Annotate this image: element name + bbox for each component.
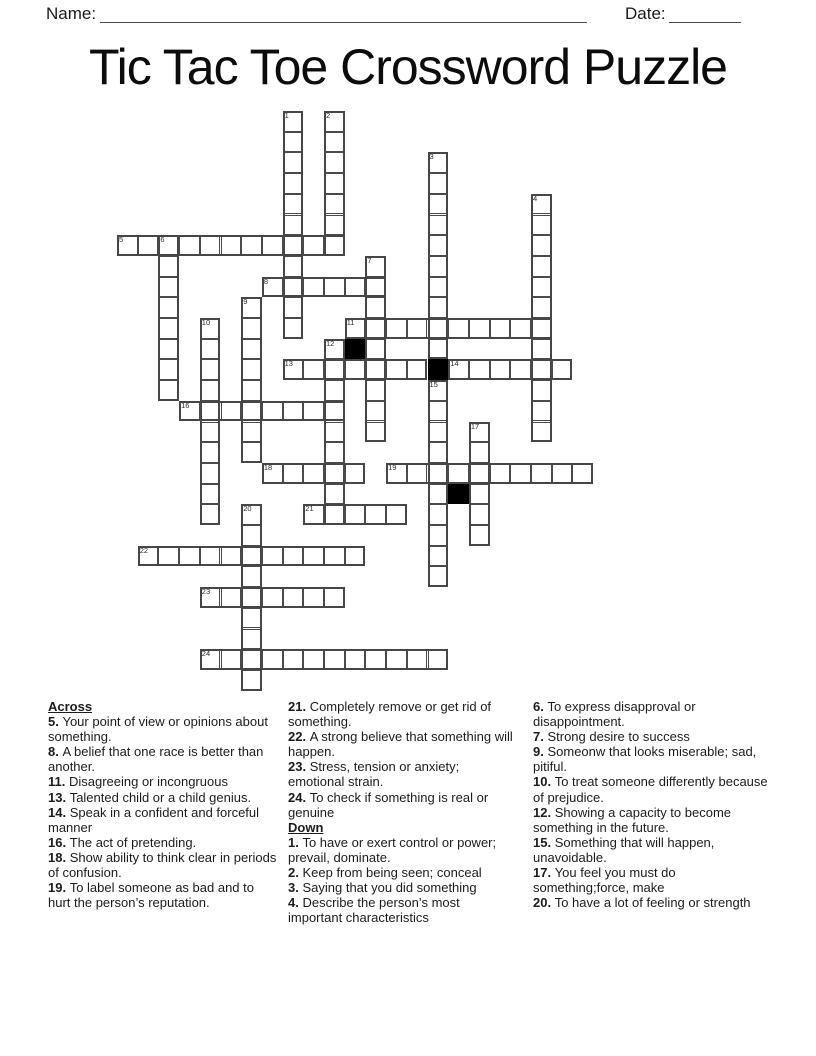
grid-cell[interactable]: [200, 318, 221, 339]
grid-cell[interactable]: [531, 339, 552, 360]
grid-cell[interactable]: [428, 422, 449, 443]
grid-cell[interactable]: [324, 442, 345, 463]
grid-cell[interactable]: [241, 380, 262, 401]
grid-cell[interactable]: [158, 546, 179, 567]
clue-number-label: 4: [533, 193, 538, 203]
clue-across-23: 23. Stress, tension or anxiety; emotional strain.: [288, 759, 460, 790]
grid-cell[interactable]: [428, 339, 449, 360]
grid-cell[interactable]: [241, 359, 262, 380]
clue-across-11: 11. Disagreeing or incongruous: [48, 774, 228, 790]
grid-cell[interactable]: [241, 401, 262, 422]
grid-cell[interactable]: [531, 463, 552, 484]
clue-column-left: [48, 699, 278, 910]
grid-cell[interactable]: [303, 649, 324, 670]
grid-cell[interactable]: [283, 111, 304, 132]
grid-cell[interactable]: [531, 318, 552, 339]
grid-cell[interactable]: [324, 484, 345, 505]
clue-number-label: 5: [119, 235, 124, 245]
clue-number-label: 16: [181, 400, 190, 410]
grid-cell[interactable]: [324, 546, 345, 567]
grid-cell[interactable]: [200, 422, 221, 443]
clue-number-label: 3: [429, 152, 434, 162]
grid-cell[interactable]: [283, 277, 304, 298]
black-cell: [428, 359, 449, 380]
grid-cell[interactable]: [345, 463, 366, 484]
grid-cell[interactable]: [531, 215, 552, 236]
grid-cell[interactable]: [324, 194, 345, 215]
clue-across-8: 8. A belief that one race is better than another.: [48, 744, 264, 775]
grid-cell[interactable]: [365, 339, 386, 360]
grid-cell[interactable]: [345, 359, 366, 380]
grid-cell[interactable]: [345, 318, 366, 339]
grid-cell[interactable]: [469, 504, 490, 525]
grid-cell[interactable]: [407, 359, 428, 380]
grid-cell[interactable]: [200, 546, 221, 567]
grid-cell[interactable]: [241, 649, 262, 670]
grid-cell[interactable]: [241, 504, 262, 525]
grid-cell[interactable]: [303, 235, 324, 256]
grid-cell[interactable]: [345, 277, 366, 298]
black-cell: [448, 484, 469, 505]
page-title: Tic Tac Toe Crossword Puzzle: [89, 39, 727, 95]
grid-cell[interactable]: [324, 111, 345, 132]
grid-cell[interactable]: [262, 649, 283, 670]
grid-cell[interactable]: [428, 546, 449, 567]
grid-cell[interactable]: [531, 359, 552, 380]
grid-cell[interactable]: [283, 587, 304, 608]
grid-cell[interactable]: [324, 422, 345, 443]
clue-down-4: 4. Describe the person’s most important characteristics: [288, 895, 460, 926]
down-header: Down: [288, 819, 324, 835]
grid-cell[interactable]: [490, 463, 511, 484]
grid-cell[interactable]: [303, 587, 324, 608]
grid-cell[interactable]: [428, 318, 449, 339]
grid-cell[interactable]: [365, 401, 386, 422]
grid-cell[interactable]: [221, 235, 242, 256]
clue-number-label: 12: [326, 338, 335, 348]
grid-cell[interactable]: [531, 380, 552, 401]
grid-cell[interactable]: [303, 463, 324, 484]
clue-across-21: 21. Completely remove or get rid of something.: [288, 699, 492, 730]
grid-cell[interactable]: [365, 422, 386, 443]
grid-cell[interactable]: [200, 235, 221, 256]
grid-cell[interactable]: [200, 401, 221, 422]
grid-cell[interactable]: [428, 566, 449, 587]
clue-down-3: 3. Saying that you did something: [288, 880, 477, 896]
grid-cell[interactable]: [428, 194, 449, 215]
grid-cell[interactable]: [283, 546, 304, 567]
grid-cell[interactable]: [531, 256, 552, 277]
grid-cell[interactable]: [241, 629, 262, 650]
grid-cell[interactable]: [303, 359, 324, 380]
clue-number-label: 24: [201, 649, 211, 659]
grid-cell[interactable]: [324, 235, 345, 256]
grid-cell[interactable]: [241, 318, 262, 339]
grid-cell[interactable]: [158, 235, 179, 256]
grid-cell[interactable]: [407, 463, 428, 484]
grid-cell[interactable]: [241, 546, 262, 567]
grid-cell[interactable]: [428, 256, 449, 277]
grid-cell[interactable]: [428, 649, 449, 670]
grid-cell[interactable]: [324, 152, 345, 173]
grid-cell[interactable]: [241, 608, 262, 629]
grid-cell[interactable]: [283, 194, 304, 215]
grid-cell[interactable]: [428, 442, 449, 463]
clue-column-right: [533, 699, 770, 910]
grid-cell[interactable]: [324, 587, 345, 608]
grid-cell[interactable]: [345, 504, 366, 525]
across-header: Across: [48, 699, 93, 714]
grid-cell[interactable]: [428, 215, 449, 236]
grid-cell[interactable]: [158, 380, 179, 401]
clue-number-label: 20: [243, 504, 252, 514]
grid-cell[interactable]: [324, 380, 345, 401]
grid-cell[interactable]: [283, 132, 304, 153]
clue-across-13: 13. Talented child or a child genius.: [48, 789, 252, 805]
grid-cell[interactable]: [428, 277, 449, 298]
grid-cell[interactable]: [221, 401, 242, 422]
grid-cell[interactable]: [324, 649, 345, 670]
grid-cell[interactable]: [386, 463, 407, 484]
grid-cell[interactable]: [283, 318, 304, 339]
grid-cell[interactable]: [283, 235, 304, 256]
grid-cell[interactable]: [428, 380, 449, 401]
grid-cell[interactable]: [469, 525, 490, 546]
grid-cell[interactable]: [324, 463, 345, 484]
grid-cell[interactable]: [428, 401, 449, 422]
clue-down-17: 17. You feel you must do something;force, make: [533, 865, 676, 896]
grid-cell[interactable]: [158, 297, 179, 318]
grid-cell[interactable]: [283, 649, 304, 670]
grid-cell[interactable]: [345, 649, 366, 670]
clue-down-1: 1. To have or exert control or power; prevail, dominate.: [288, 834, 497, 865]
grid-cell[interactable]: [531, 422, 552, 443]
clue-number-label: 10: [201, 318, 211, 327]
grid-cell[interactable]: [365, 649, 386, 670]
grid-cell[interactable]: [324, 504, 345, 525]
grid-cell[interactable]: [531, 297, 552, 318]
grid-cell[interactable]: [303, 401, 324, 422]
clue-down-12: 12. Showing a capacity to become something in the future.: [533, 804, 732, 835]
clue-down-15: 15. Something that will happen, unavoidable.: [533, 834, 715, 865]
grid-cell[interactable]: [428, 297, 449, 318]
grid-cell[interactable]: [200, 463, 221, 484]
grid-cell[interactable]: [490, 318, 511, 339]
clue-down-6: 6. To express disapproval or disappointment.: [533, 699, 696, 730]
grid-cell[interactable]: [241, 297, 262, 318]
grid-cell[interactable]: [200, 359, 221, 380]
grid-cell[interactable]: [510, 359, 531, 380]
grid-cell[interactable]: [469, 442, 490, 463]
grid-cell[interactable]: [428, 484, 449, 505]
grid-cell[interactable]: [428, 525, 449, 546]
grid-cell[interactable]: [407, 649, 428, 670]
clue-number-label: 13: [284, 359, 293, 369]
clue-across-22: 22. A strong believe that something will happen.: [288, 729, 513, 760]
grid-cell[interactable]: [303, 277, 324, 298]
clue-number-label: 15: [429, 380, 438, 390]
clue-down-9: 9. Someonw that looks miserable; sad, pitiful.: [533, 744, 757, 775]
grid-cell[interactable]: [552, 359, 573, 380]
grid-cell[interactable]: [365, 359, 386, 380]
grid-cell[interactable]: [221, 546, 242, 567]
grid-cell[interactable]: [428, 504, 449, 525]
grid-cell[interactable]: [200, 484, 221, 505]
grid-cell[interactable]: [386, 359, 407, 380]
grid-cell[interactable]: [469, 463, 490, 484]
grid-cell[interactable]: [221, 587, 242, 608]
grid-cell[interactable]: [179, 235, 200, 256]
grid-cell[interactable]: [531, 277, 552, 298]
clue-number-label: 14: [450, 359, 459, 369]
grid-cell[interactable]: [200, 649, 221, 670]
grid-cell[interactable]: [490, 359, 511, 380]
grid-cell[interactable]: [510, 318, 531, 339]
grid-cell[interactable]: [262, 463, 283, 484]
grid-cell[interactable]: [531, 401, 552, 422]
grid-cell[interactable]: [283, 256, 304, 277]
clue-number-label: 18: [263, 462, 273, 472]
grid-cell[interactable]: [283, 152, 304, 173]
grid-cell[interactable]: [241, 587, 262, 608]
grid-cell[interactable]: [531, 194, 552, 215]
date-label: Date:: [625, 4, 666, 23]
grid-cell[interactable]: [200, 587, 221, 608]
grid-cell[interactable]: [241, 442, 262, 463]
grid-cell[interactable]: [158, 318, 179, 339]
grid-cell[interactable]: [179, 401, 200, 422]
clue-number-label: 2: [326, 111, 331, 120]
clue-down-20: 20. To have a lot of feeling or strength: [533, 895, 751, 911]
grid-cell[interactable]: [572, 463, 593, 484]
clue-across-14: 14. Speak in a confident and forceful manner: [48, 804, 260, 835]
grid-cell[interactable]: [365, 256, 386, 277]
grid-cell[interactable]: [324, 173, 345, 194]
clue-across-19: 19. To label someone as bad and to hurt the person’s reputation.: [48, 880, 254, 911]
grid-cell[interactable]: [200, 442, 221, 463]
grid-cell[interactable]: [531, 235, 552, 256]
clue-across-18: 18. Show ability to think clear in periods of confusion.: [48, 849, 277, 881]
grid-cell[interactable]: [262, 587, 283, 608]
grid-cell[interactable]: [262, 235, 283, 256]
grid-cell[interactable]: [324, 277, 345, 298]
grid-cell[interactable]: [241, 566, 262, 587]
clue-number-label: 19: [388, 462, 397, 472]
grid-cell[interactable]: [386, 318, 407, 339]
name-label: Name:: [46, 4, 97, 23]
grid-cell[interactable]: [469, 318, 490, 339]
black-cell: [345, 339, 366, 360]
grid-cell[interactable]: [158, 256, 179, 277]
grid-cell[interactable]: [158, 277, 179, 298]
clue-number-label: 11: [346, 318, 355, 327]
grid-cell[interactable]: [469, 422, 490, 443]
grid-cell[interactable]: [138, 235, 159, 256]
grid-cell[interactable]: [469, 484, 490, 505]
grid-cell[interactable]: [262, 401, 283, 422]
grid-cell[interactable]: [241, 339, 262, 360]
clue-across-24: 24. To check if something is real or genuine: [288, 789, 489, 820]
grid-cell[interactable]: [303, 546, 324, 567]
grid-cell[interactable]: [283, 297, 304, 318]
grid-cell[interactable]: [158, 339, 179, 360]
grid-cell[interactable]: [428, 173, 449, 194]
grid-cell[interactable]: [283, 359, 304, 380]
grid-cell[interactable]: [117, 235, 138, 256]
grid-cell[interactable]: [200, 339, 221, 360]
grid-cell[interactable]: [241, 525, 262, 546]
grid-cell[interactable]: [221, 649, 242, 670]
clue-across-16: 16. The act of pretending.: [48, 834, 197, 850]
clue-number-label: 7: [367, 255, 372, 265]
grid-cell[interactable]: [241, 235, 262, 256]
grid-cell[interactable]: [345, 546, 366, 567]
grid-cell[interactable]: [448, 318, 469, 339]
clue-number-label: 6: [160, 235, 165, 245]
grid-cell[interactable]: [510, 463, 531, 484]
grid-cell[interactable]: [179, 546, 200, 567]
grid-cell[interactable]: [448, 463, 469, 484]
grid-cell[interactable]: [365, 504, 386, 525]
clue-down-7: 7. Strong desire to success: [533, 729, 690, 745]
grid-cell[interactable]: [365, 277, 386, 298]
clue-number-label: 21: [305, 504, 314, 514]
grid-cell[interactable]: [283, 173, 304, 194]
grid-cell[interactable]: [448, 359, 469, 380]
clue-number-label: 8: [263, 276, 269, 286]
grid-cell[interactable]: [283, 463, 304, 484]
grid-cell[interactable]: [303, 504, 324, 525]
grid-cell[interactable]: [200, 504, 221, 525]
grid-cell[interactable]: [469, 359, 490, 380]
grid-cell[interactable]: [365, 380, 386, 401]
grid-cell[interactable]: [428, 235, 449, 256]
clue-number-label: 22: [139, 545, 149, 555]
grid-cell[interactable]: [428, 463, 449, 484]
grid-cell[interactable]: [262, 546, 283, 567]
clue-down-10: 10. To treat someone differently because of prejudice.: [533, 774, 768, 805]
grid-cell[interactable]: [386, 504, 407, 525]
grid-cell[interactable]: [158, 359, 179, 380]
clue-number-label: 9: [243, 297, 248, 307]
clue-column-middle: [288, 699, 513, 925]
grid-cell[interactable]: [324, 132, 345, 153]
grid-cell[interactable]: [262, 277, 283, 298]
grid-cell[interactable]: [138, 546, 159, 567]
grid-cell[interactable]: [552, 463, 573, 484]
grid-cell[interactable]: [407, 318, 428, 339]
grid-cell[interactable]: [324, 359, 345, 380]
clue-number-label: 17: [470, 421, 480, 431]
grid-cell[interactable]: [324, 339, 345, 360]
grid-cell[interactable]: [241, 422, 262, 443]
grid-cell[interactable]: [428, 152, 449, 173]
clue-across-5: 5. Your point of view or opinions about something.: [48, 714, 268, 745]
clue-down-2: 2. Keep from being seen; conceal: [288, 865, 482, 881]
clue-number-label: 23: [201, 587, 211, 597]
grid-cell[interactable]: [283, 215, 304, 236]
grid-cell[interactable]: [241, 670, 262, 691]
grid-cell[interactable]: [324, 401, 345, 422]
clue-number-label: 1: [284, 111, 289, 120]
grid-cell[interactable]: [283, 401, 304, 422]
grid-cell[interactable]: [365, 297, 386, 318]
grid-cell[interactable]: [200, 380, 221, 401]
grid-cell[interactable]: [365, 318, 386, 339]
grid-cell[interactable]: [324, 215, 345, 236]
grid-cell[interactable]: [386, 649, 407, 670]
